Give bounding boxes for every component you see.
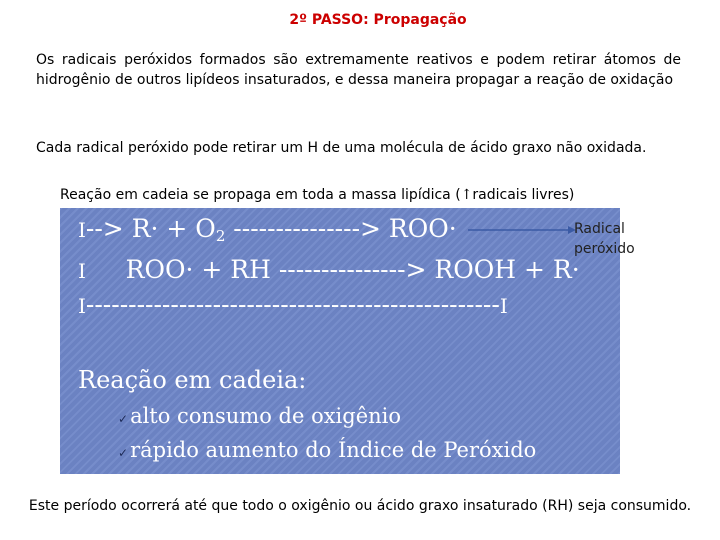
chain-intro-after: radicais livres) bbox=[472, 187, 575, 203]
equation-part: ---------------> ROO· bbox=[225, 214, 457, 243]
up-arrow-icon: ↑ bbox=[460, 187, 473, 203]
dash-line: ------------------------------------------------- bbox=[85, 290, 500, 319]
slide-title: 2º PASSO: Propagação bbox=[289, 12, 467, 28]
dash-bar-right: I bbox=[499, 294, 508, 318]
equation-subscript: 2 bbox=[215, 227, 226, 245]
radical-label-line: peróxido bbox=[574, 241, 635, 257]
equation-part: ROO· + RH ---------------> ROOH + R· bbox=[125, 255, 580, 284]
equation-bar: I bbox=[78, 259, 86, 283]
equation-propagation bbox=[78, 255, 580, 284]
radical-label-line: Radical bbox=[574, 221, 625, 237]
bullet-text: rápido aumento do Índice de Peróxido bbox=[130, 438, 537, 462]
bullet-text: alto consumo de oxigênio bbox=[130, 404, 402, 428]
radical-peroxide-label bbox=[574, 219, 635, 259]
cycle-dash-line bbox=[78, 290, 508, 319]
reaction-panel bbox=[60, 208, 620, 474]
paragraph-h-abstraction: Cada radical peróxido pode retirar um H de uma molécula de ácido graxo não oxidada. bbox=[36, 140, 647, 156]
paragraph-peroxide-radicals: Os radicais peróxidos formados são extremamente reativos e podem retirar átomos de hidrogênio de outros lipídeos insaturados, e dessa maneira propagar a reação de oxidação bbox=[36, 52, 681, 88]
equation-initiation bbox=[78, 214, 457, 245]
arrow-icon bbox=[468, 222, 578, 238]
chain-reaction-intro bbox=[60, 187, 574, 203]
bullet-item bbox=[118, 438, 536, 462]
check-icon: ✓ bbox=[118, 412, 129, 426]
bullet-item bbox=[118, 404, 401, 428]
check-icon: ✓ bbox=[118, 446, 129, 460]
equation-part: --> R· + O bbox=[85, 214, 216, 243]
chain-reaction-title: Reação em cadeia: bbox=[78, 366, 307, 394]
dash-bar-left: I bbox=[78, 294, 86, 318]
equation-bar: I bbox=[78, 218, 86, 242]
footer-note: Este período ocorrerá até que todo o oxigênio ou ácido graxo insaturado (RH) seja consumido. bbox=[28, 498, 692, 514]
chain-intro-before: Reação em cadeia se propaga em toda a massa lipídica ( bbox=[60, 187, 461, 203]
